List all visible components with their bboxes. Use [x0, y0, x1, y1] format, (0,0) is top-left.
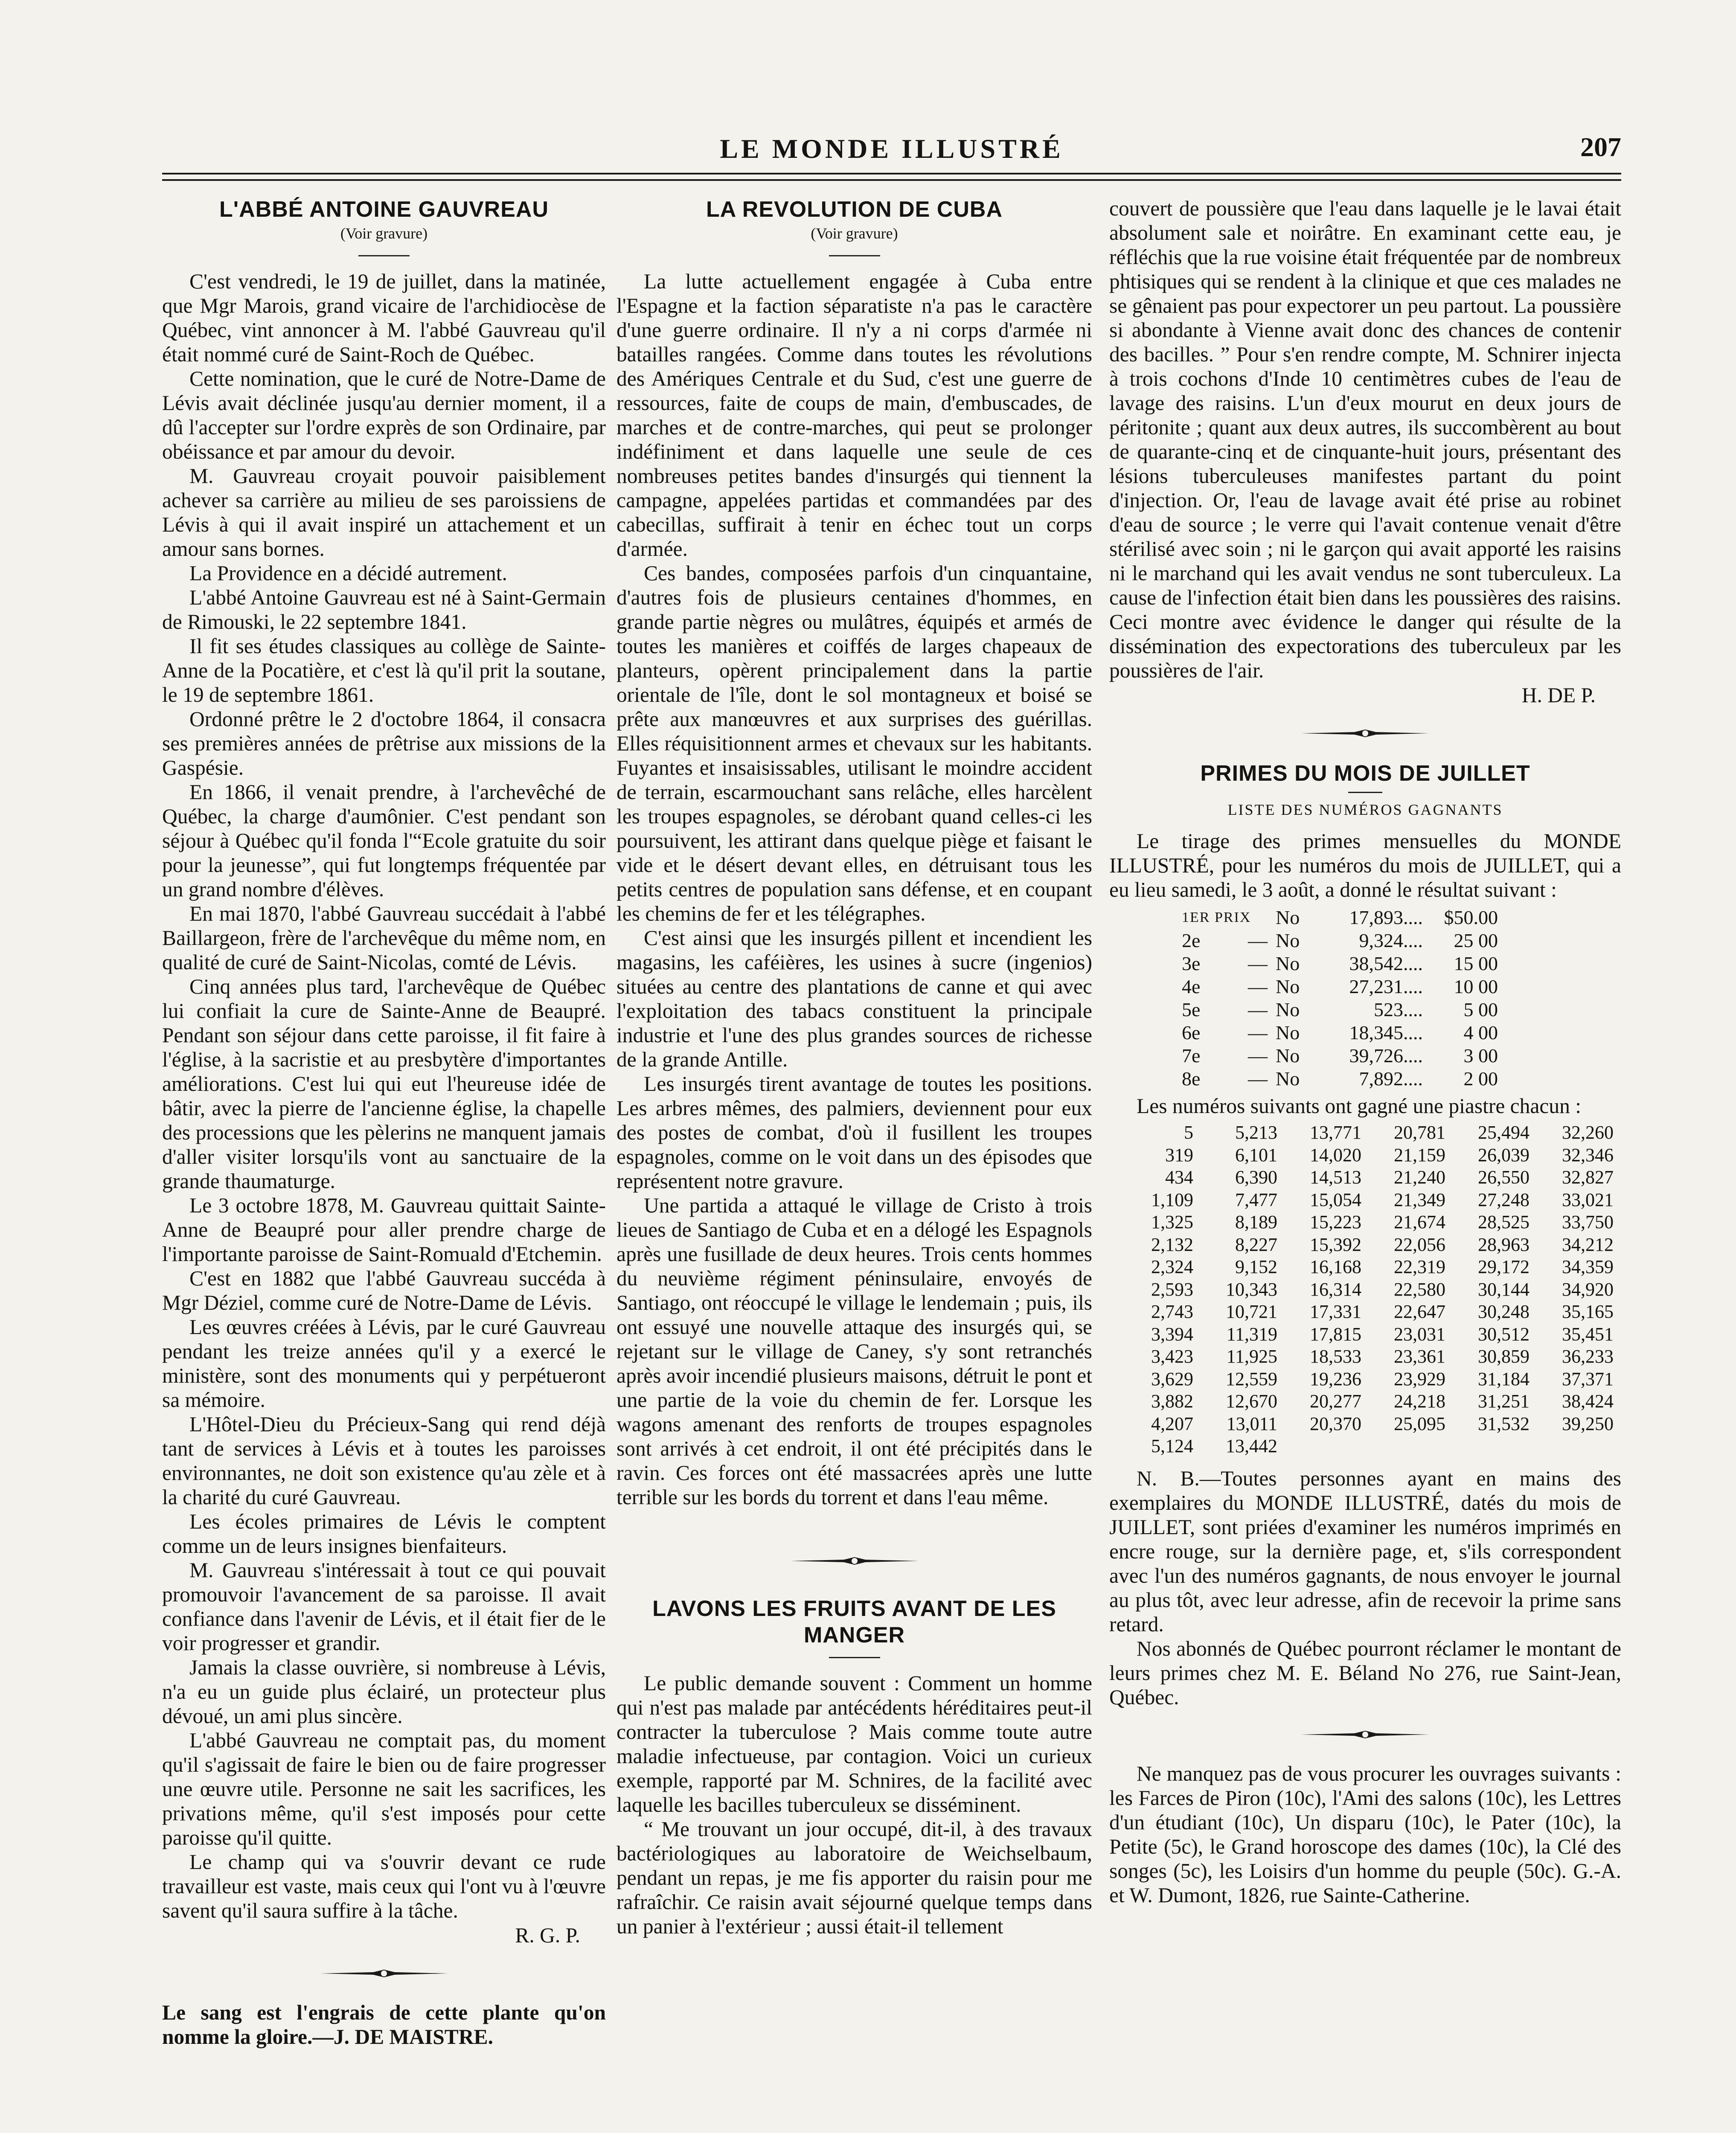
- paragraph: L'abbé Gauvreau ne comptait pas, du moment qu'il s'agissait de faire le bien ou de faire progresser une œuvre utile. Personne ne sait les sacrifices, les privations même, qu'il s'est imposés pour cette paroisse qu'il quitte.: [162, 1729, 606, 1849]
- winning-number: 33,750: [1562, 1212, 1614, 1232]
- header-rule-bottom: [162, 179, 1621, 181]
- paragraph: En 1866, il venait prendre, à l'archevêché de Québec, la charge d'aumônier. C'est pendant son séjour à Québec qu'il fonda l'“Ecole gratuite du soir pour la jeunesse”, qui fut longtemps fréquentée par un grand nombre d'élèves.: [162, 780, 606, 901]
- paragraph: Cinq années plus tard, l'archevêque de Québec lui confiait la cure de Sainte-Anne de Beaupré. Pendant son séjour dans cette paroisse, il fit faire à l'église, à la sacristie et au presbytère d'importantes améliorations. C'est lui qui eut l'heureuse idée de bâtir, avec la pierre de l'ancienne église, la chapelle des processions que les pèlerins ne manquent jamais d'aller visiter lorsqu'ils vont au sanctuaire de la grande thaumaturge.: [162, 975, 606, 1193]
- number-row: [1109, 1189, 1614, 1212]
- ornament-divider: [1301, 729, 1429, 738]
- winning-number: 27,248: [1478, 1189, 1530, 1210]
- winning-number: 4,207: [1151, 1413, 1193, 1434]
- short-rule: [358, 255, 410, 256]
- winning-number: 11,925: [1226, 1346, 1277, 1367]
- prize-amount: 5 00: [1463, 999, 1498, 1020]
- number-row: [1109, 1368, 1614, 1391]
- short-rule: [1348, 792, 1382, 793]
- paragraph: Les écoles primaires de Lévis le comptent comme un de leurs insignes bienfaiteurs.: [162, 1510, 606, 1558]
- paragraph: Ces bandes, composées parfois d'un cinquantaine, d'autres fois de plusieurs centaines d'hommes, en grande partie nègres ou mulâtres, équipés et armés de toutes les manières et coiffés de larges chapeaux de planteurs, opèrent principalement dans la partie orientale de l'île, dont le sol montagneux et boisé se prête aux manœuvres et aux surprises des guérillas. Elles réquisitionnent armes et chevaux sur les habitants. Fuyantes et insaisissables, utilisant le moindre accident de terrain, escarmouchant sans relâche, elles harcèlent les troupes espagnoles, se dérobant quand celles-ci les poursuivent, les attirant dans quelque piège et faisant le vide et le désert devant elles, en détruisant tous les petits centres de population sans défense, et en coupant les chemins de fer et les télégraphes.: [616, 561, 1092, 925]
- paragraph: Les œuvres créées à Lévis, par le curé Gauvreau pendant les treize années qu'il y a exercé le ministère, sont des monuments qui y perpétueront sa mémoire.: [162, 1315, 606, 1412]
- prize-row: [1182, 929, 1504, 952]
- prize-sep: No: [1276, 1045, 1300, 1066]
- prize-dash: —: [1248, 976, 1268, 997]
- winning-number: 14,020: [1310, 1144, 1361, 1165]
- prize-ordinal: 8e: [1182, 1068, 1201, 1090]
- number-row: [1109, 1413, 1614, 1436]
- article-body-gauvreau: [162, 269, 606, 1923]
- winning-number: 17,815: [1310, 1323, 1361, 1345]
- prize-ordinal: 6e: [1182, 1022, 1201, 1043]
- number-row: [1109, 1435, 1614, 1458]
- prize-amount: 10 00: [1454, 976, 1498, 997]
- prize-sep: No: [1276, 1068, 1300, 1090]
- number-row: [1109, 1390, 1614, 1413]
- paragraph: Jamais la classe ouvrière, si nombreuse à Lévis, n'a eu un guide plus éclairé, un protecteur plus dévoué, un ami plus sincère.: [162, 1656, 606, 1728]
- paragraph: Les insurgés tirent avantage de toutes les positions. Les arbres mêmes, des palmiers, deviennent pour eux des postes de combat, d'où il fusillent les troupes espagnoles, comme on le voit dans un des épisodes que représentent notre gravure.: [616, 1072, 1092, 1193]
- paragraph: La lutte actuellement engagée à Cuba entre l'Espagne et la faction séparatiste n'a pas le caractère d'une guerre ordinaire. Il n'y a ni corps d'armée ni batailles rangées. Comme dans toutes les révolutions des Amériques Centrale et du Sud, c'est une guerre de ressources, faite de coups de main, d'embuscades, de marches et de contre-marches, qui peut se prolonger indéfiniment et dans laquelle une seule de ces nombreuses petites bandes d'insurgés qui tiennent la campagne, appelées partidas et commandées par des cabecillas, suffirait à tenir en échec tout un corps d'armée.: [616, 270, 1092, 561]
- winning-list-heading: LISTE DES NUMÉROS GAGNANTS: [1227, 801, 1503, 818]
- winning-number: 34,359: [1562, 1256, 1614, 1277]
- winning-number: 21,349: [1394, 1189, 1445, 1210]
- winning-number: 2,743: [1151, 1301, 1193, 1322]
- paragraph: couvert de poussière que l'eau dans laquelle je le lavai était absolument sale et noirâtre. En examinant cette eau, je réfléchis que la rue voisine était fréquentée par de nombreux phtisiques qui se rendent à la clinique et que ces malades ne se gênaient pas pour expectorer un peu partout. La poussière si abondante à Vienne avait donc des chances de contenir des bacilles. ” Pour s'en rendre compte, M. Schnirer injecta à trois cochons d'Inde 10 centimètres cubes de l'eau de lavage des raisins. L'un d'eux mourut en deux jours de péritonite ; quant aux deux autres, ils succombèrent au bout de quarante-cinq et de cinquante-huit jours, présentant des lésions tuberculeuses manifestes partant du point d'injection. Or, l'eau de lavage avait été prise au robinet d'eau de source ; le verre qui l'avait contenue venait d'être stérilisé avec soin ; ni le garçon qui avait apporté les raisins ni le marchand qui les avait vendus ne sont tuberculeux. La cause de l'infection était bien dans les poussières des raisins. Ceci montre avec évidence le danger qui résulte de la dissémination des expectorations des tuberculeux par les poussières de l'air.: [1109, 197, 1621, 682]
- winning-number: 30,512: [1478, 1323, 1530, 1345]
- prize-ordinal: 3e: [1182, 953, 1201, 974]
- winning-number: 32,260: [1562, 1122, 1614, 1143]
- column-gauvreau: [162, 196, 606, 2133]
- winning-number: 23,361: [1394, 1346, 1445, 1367]
- prize-amount: 4 00: [1463, 1022, 1498, 1043]
- paragraph: Ordonné prêtre le 2 d'octobre 1864, il consacra ses premières années de prêtrise aux missions de la Gaspésie.: [162, 707, 606, 779]
- winning-number: 22,647: [1394, 1301, 1445, 1322]
- winning-number: 12,559: [1226, 1368, 1277, 1389]
- prize-amount: 3 00: [1463, 1045, 1498, 1066]
- winning-number: 15,054: [1310, 1189, 1361, 1210]
- paragraph: C'est ainsi que les insurgés pillent et incendient les magasins, les caféières, les usines à sucre (ingenios) situées au centre des plantations de canne et qui avec l'exploitation des tabacs constituent la principale industrie et l'une des plus grandes sources de richesse de la grande Antille.: [616, 926, 1092, 1071]
- winning-number: 6,390: [1235, 1167, 1277, 1188]
- winning-number: [1361, 1435, 1445, 1458]
- column-primes: [1109, 196, 1621, 2133]
- winning-number: 10,721: [1226, 1301, 1277, 1322]
- prize-sep: No: [1276, 999, 1300, 1020]
- paragraph: La Providence en a décidé autrement.: [189, 561, 507, 585]
- prize-row: [1182, 1044, 1504, 1067]
- paragraph: L'Hôtel-Dieu du Précieux-Sang qui rend déjà tant de services à Lévis et à toutes les paroisses environnantes, ne doit son existence qu'au zèle et à la charité du curé Gauvreau.: [162, 1412, 606, 1509]
- winning-number: [1277, 1435, 1361, 1458]
- winning-number: 34,212: [1562, 1234, 1614, 1255]
- number-row: [1109, 1234, 1614, 1256]
- winning-number: 434: [1165, 1167, 1193, 1188]
- winning-number: 20,277: [1310, 1391, 1361, 1412]
- prize-sep: No: [1276, 976, 1300, 997]
- winning-number: 16,314: [1310, 1279, 1361, 1300]
- prize-sep: No: [1276, 907, 1300, 928]
- prize-dash: —: [1248, 1045, 1268, 1066]
- paragraph: Le public demande souvent : Comment un homme qui n'est pas malade par antécédents héréditaires peut-il contracter la tuberculose ? Mais comme toute autre maladie infectueuse, par contagion. Voici un curieux exemple, rapporté par M. Schnires, de la facilité avec laquelle les bacilles tuberculeux se disséminent.: [616, 1671, 1092, 1816]
- number-row: [1109, 1144, 1614, 1167]
- winning-number: 34,920: [1562, 1279, 1614, 1300]
- winning-number: 31,184: [1478, 1368, 1530, 1389]
- winning-numbers-grid: [1109, 1122, 1614, 1458]
- winning-number: 32,827: [1562, 1167, 1614, 1188]
- winning-number: 32,346: [1562, 1144, 1614, 1165]
- winning-number: 11,319: [1226, 1323, 1277, 1345]
- winning-number: 17,331: [1310, 1301, 1361, 1322]
- prize-dash: —: [1248, 999, 1268, 1020]
- paragraph: “ Me trouvant un jour occupé, dit-il, à des travaux bactériologiques au laboratoire de Weichselbaum, pendant un repas, je me fis apporter du raisin pour me rafraîchir. Ce raisin avait séjourné quelque temps dans un panier à l'extérieur ; aussi était-il tellement: [616, 1817, 1092, 1938]
- short-rule: [829, 1657, 880, 1658]
- winning-number: 29,172: [1478, 1256, 1530, 1277]
- winning-number: 8,189: [1235, 1212, 1277, 1232]
- prize-number: 9,324....: [1359, 930, 1423, 951]
- winning-number: 2,324: [1151, 1256, 1193, 1277]
- winning-number: 15,392: [1310, 1234, 1361, 1255]
- winning-number: 28,525: [1478, 1212, 1530, 1232]
- paragraph: En mai 1870, l'abbé Gauvreau succédait à l'abbé Baillargeon, frère de l'archevêque du même nom, en qualité de curé de Saint-Nicolas, comté de Lévis.: [162, 902, 606, 974]
- signature: R. G. P.: [515, 1924, 580, 1947]
- winning-number: 12,670: [1226, 1391, 1277, 1412]
- prize-amount: 15 00: [1454, 953, 1498, 974]
- winning-number: 16,168: [1310, 1256, 1361, 1277]
- winning-number: 37,371: [1562, 1368, 1614, 1389]
- winning-number: 26,039: [1478, 1144, 1530, 1165]
- prize-row: [1182, 952, 1504, 975]
- winning-number: 23,929: [1394, 1368, 1445, 1389]
- paragraph: Il fit ses études classiques au collège de Sainte-Anne de la Pocatière, et c'est là qu'il prit la soutane, le 19 de septembre 1861.: [162, 634, 606, 706]
- prize-row: [1182, 998, 1504, 1021]
- prize-row: [1182, 1021, 1504, 1044]
- paragraph: Le 3 octobre 1878, M. Gauvreau quittait Sainte-Anne de Beaupré pour aller prendre charge de l'importante paroisse de Saint-Romuald d'Etchemin.: [162, 1194, 606, 1266]
- winning-number: 20,370: [1310, 1413, 1361, 1434]
- paragraph: L'abbé Antoine Gauvreau est né à Saint-Germain de Rimouski, le 22 septembre 1841.: [162, 586, 606, 634]
- winning-number: 3,882: [1151, 1391, 1193, 1412]
- ornament-divider: [320, 1969, 448, 1978]
- winning-number: 1,109: [1151, 1189, 1193, 1210]
- winning-number: 3,629: [1151, 1368, 1193, 1389]
- article-body-cuba: [616, 269, 1092, 1509]
- article-subtitle: (Voir gravure): [340, 225, 428, 242]
- paragraph: Une partida a attaqué le village de Cristo à trois lieues de Santiago de Cuba et en a délogé les Espagnols après une fusillade de deux heures. Trois cents hommes du neuvième régiment péninsulaire, envoyés de Santiago, ont réoccupé le village le lendemain ; puis, ils ont essuyé une nouvelle attaque des insurgés qui, se rejetant sur le village de Caney, s'y sont retranchés après avoir incendié plusieurs maisons, détruit le pont et une partie de la voie du chemin de fer. Lorsque les wagons amenant des renforts de troupes espagnoles sont arrivés à cet endroit, il ont été précipités dans le ravin. Ces forces ont été massacrées après une lutte terrible sur les bords du torrent et dans l'eau même.: [616, 1194, 1092, 1509]
- winning-number: 36,233: [1562, 1346, 1614, 1367]
- prize-sep: No: [1276, 1022, 1300, 1043]
- paragraph: Le champ qui va s'ouvrir devant ce rude travailleur est vaste, mais ceux qui l'ont vu à l'œuvre savent qu'il saura suffire à la tâche.: [162, 1850, 606, 1922]
- article-title-cuba: LA REVOLUTION DE CUBA: [706, 197, 1003, 222]
- winning-number: 22,056: [1394, 1234, 1445, 1255]
- number-row: [1109, 1279, 1614, 1301]
- prize-row: [1182, 975, 1504, 998]
- prize-amount: 25 00: [1454, 930, 1498, 951]
- winning-number: 22,580: [1394, 1279, 1445, 1300]
- maistre-quote: Le sang est l'engrais de cette plante qu'on nomme la gloire.—J. DE MAISTRE.: [162, 2001, 606, 2049]
- prize-row: [1182, 906, 1504, 929]
- paragraph: Cette nomination, que le curé de Notre-Dame de Lévis avait déclinée jusqu'au dernier moment, il a dû l'accepter sur l'ordre exprès de son Ordinaire, par obéissance et par amour du devoir.: [162, 367, 606, 463]
- winning-number: 25,494: [1478, 1122, 1530, 1143]
- number-row: [1109, 1323, 1614, 1346]
- prize-number: 523....: [1374, 999, 1423, 1020]
- short-rule: [829, 255, 880, 256]
- winning-number: 30,248: [1478, 1301, 1530, 1322]
- prize-ordinal: 2e: [1182, 930, 1201, 951]
- winning-number: 14,513: [1310, 1167, 1361, 1188]
- winning-number: 6,101: [1235, 1144, 1277, 1165]
- ornament-divider: [791, 1556, 919, 1566]
- winning-number: 8,227: [1235, 1234, 1277, 1255]
- prize-dash: —: [1248, 1068, 1268, 1090]
- piastre-intro: Les numéros suivants ont gagné une piastre chacun :: [1137, 1094, 1581, 1118]
- prize-dash: —: [1248, 930, 1268, 951]
- prize-dash: —: [1248, 953, 1268, 974]
- article-body-fruits-continued: [1109, 196, 1621, 683]
- winning-number: 319: [1165, 1144, 1193, 1165]
- winning-number: [1530, 1435, 1614, 1458]
- winning-number: 20,781: [1394, 1122, 1445, 1143]
- winning-number: 35,165: [1562, 1301, 1614, 1322]
- prize-number: 38,542....: [1349, 953, 1423, 974]
- prize-amount: 2 00: [1463, 1068, 1498, 1090]
- winning-number: 39,250: [1562, 1413, 1614, 1434]
- winning-number: [1445, 1435, 1530, 1458]
- prize-sep: No: [1276, 953, 1300, 974]
- winning-number: 25,095: [1394, 1413, 1445, 1434]
- prize-ordinal: 1ER PRIX: [1182, 910, 1251, 925]
- winning-number: 21,159: [1394, 1144, 1445, 1165]
- masthead: [162, 128, 1621, 179]
- prize-number: 17,893....: [1349, 907, 1423, 928]
- number-row: [1109, 1345, 1614, 1368]
- winning-number: 2,132: [1151, 1234, 1193, 1255]
- winning-number: 24,218: [1394, 1391, 1445, 1412]
- winning-number: 31,251: [1478, 1391, 1530, 1412]
- quebec-subscribers-notice: Nos abonnés de Québec pourront réclamer le montant de leurs primes chez M. E. Béland No 276, rue Saint-Jean, Québec.: [1109, 1636, 1621, 1709]
- nb-notice: N. B.—Toutes personnes ayant en mains des exemplaires du MONDE ILLUSTRÉ, datés du mois de JUILLET, sont priées d'examiner les numéros imprimés en encre rouge, sur la dernière page, et, s'ils correspondent avec l'un des numéros gagnants, de nous envoyer le journal au plus tôt, avec leur adresse, afin de recevoir la prime sans retard.: [1109, 1466, 1621, 1636]
- winning-number: 21,674: [1394, 1212, 1445, 1232]
- winning-number: 21,240: [1394, 1167, 1445, 1188]
- winning-number: 5: [1184, 1122, 1193, 1143]
- header-rule-top: [162, 173, 1621, 174]
- winning-number: 9,152: [1235, 1256, 1277, 1277]
- winning-number: 30,859: [1478, 1346, 1530, 1367]
- winning-number: 13,442: [1226, 1436, 1277, 1456]
- winning-number: 33,021: [1562, 1189, 1614, 1210]
- winning-number: 13,011: [1226, 1413, 1277, 1434]
- paragraph: M. Gauvreau croyait pouvoir paisiblement achever sa carrière au milieu de ses paroissiens de Lévis à qui il avait inspiré un attachement et un amour sans bornes.: [162, 464, 606, 561]
- books-advertisement: Ne manquez pas de vous procurer les ouvrages suivants : les Farces de Piron (10c), l'Ami des salons (10c), les Lettres d'un étudiant (10c), Un disparu (10c), le Pater (10c), la Petite (5c), le Grand horoscope des dames (10c), la Clé des songes (5c), les Loisirs d'un homme du peuple (50c). G.-A. et W. Dumont, 1826, rue Sainte-Catherine.: [1109, 1761, 1621, 1907]
- winning-number: 35,451: [1562, 1323, 1614, 1345]
- winning-number: 13,771: [1310, 1122, 1361, 1143]
- primes-intro: Le tirage des primes mensuelles du MONDE ILLUSTRÉ, pour les numéros du mois de JUILLET, qui a eu lieu samedi, le 3 août, a donné le résultat suivant :: [1109, 829, 1621, 901]
- page-number: 207: [1580, 132, 1621, 162]
- article-subtitle: (Voir gravure): [811, 225, 898, 242]
- winning-number: 26,550: [1478, 1167, 1530, 1188]
- prize-number: 27,231....: [1349, 976, 1423, 997]
- prize-table: [1182, 906, 1504, 1090]
- signature: H. DE P.: [1521, 683, 1596, 707]
- winning-number: 28,963: [1478, 1234, 1530, 1255]
- winning-number: 30,144: [1478, 1279, 1530, 1300]
- number-row: [1109, 1211, 1614, 1234]
- number-row: [1109, 1301, 1614, 1323]
- article-title-fruits: LAVONS LES FRUITS AVANT DE LES MANGER: [652, 1596, 1056, 1648]
- winning-number: 19,236: [1310, 1368, 1361, 1389]
- paragraph: C'est vendredi, le 19 de juillet, dans la matinée, que Mgr Marois, grand vicaire de l'archidiocèse de Québec, vint annoncer à M. l'abbé Gauvreau qu'il était nommé curé de Saint-Roch de Québec.: [162, 270, 606, 366]
- primes-title: PRIMES DU MOIS DE JUILLET: [1200, 761, 1530, 786]
- winning-number: 2,593: [1151, 1279, 1193, 1300]
- column-cuba: [616, 196, 1092, 2133]
- winning-number: 3,423: [1151, 1346, 1193, 1367]
- prize-row: [1182, 1067, 1504, 1090]
- winning-number: 5,124: [1151, 1436, 1193, 1456]
- number-row: [1109, 1122, 1614, 1144]
- prize-ordinal: 4e: [1182, 976, 1201, 997]
- ornament-divider: [1301, 1730, 1429, 1739]
- winning-number: 23,031: [1394, 1323, 1445, 1345]
- prize-number: 7,892....: [1359, 1068, 1423, 1090]
- winning-number: 10,343: [1226, 1279, 1277, 1300]
- winning-number: 38,424: [1562, 1391, 1614, 1412]
- paragraph: M. Gauvreau s'intéressait à tout ce qui pouvait promouvoir l'avancement de sa paroisse. Il avait confiance dans l'avenir de Lévis, et il était fier de le voir progresser et grandir.: [162, 1558, 606, 1655]
- number-row: [1109, 1256, 1614, 1279]
- winning-number: 7,477: [1235, 1189, 1277, 1210]
- winning-number: 31,532: [1478, 1413, 1530, 1434]
- number-row: [1109, 1166, 1614, 1189]
- prize-dash: —: [1248, 1022, 1268, 1043]
- prize-ordinal: 5e: [1182, 999, 1201, 1020]
- prize-sep: No: [1276, 930, 1300, 951]
- journal-title: LE MONDE ILLUSTRÉ: [720, 134, 1064, 164]
- prize-number: 18,345....: [1349, 1022, 1423, 1043]
- paragraph: C'est en 1882 que l'abbé Gauvreau succéda à Mgr Déziel, comme curé de Notre-Dame de Lévis.: [162, 1267, 606, 1314]
- winning-number: 5,213: [1235, 1122, 1277, 1143]
- winning-number: 22,319: [1394, 1256, 1445, 1277]
- winning-number: 1,325: [1151, 1212, 1193, 1232]
- winning-number: 15,223: [1310, 1212, 1361, 1232]
- article-title-gauvreau: L'ABBÉ ANTOINE GAUVREAU: [219, 197, 549, 222]
- winning-number: 3,394: [1151, 1323, 1193, 1345]
- prize-amount: $50.00: [1444, 907, 1498, 928]
- prize-number: 39,726....: [1349, 1045, 1423, 1066]
- article-body-fruits: [616, 1671, 1092, 1938]
- prize-ordinal: 7e: [1182, 1045, 1201, 1066]
- winning-number: 18,533: [1310, 1346, 1361, 1367]
